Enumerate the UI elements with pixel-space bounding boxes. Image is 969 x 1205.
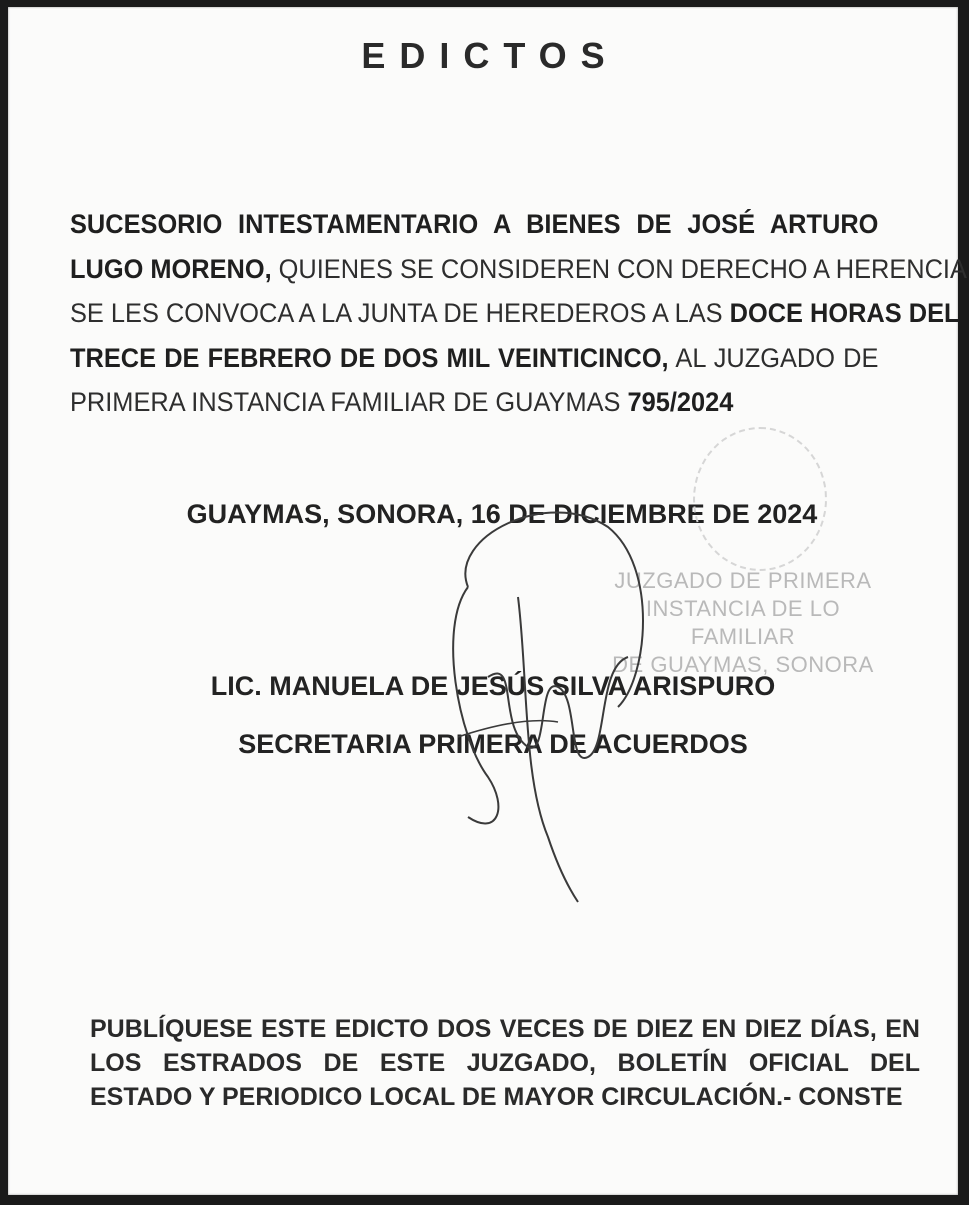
body-text-bold: TRECE DE FEBRERO DE DOS MIL VEINTICINCO, xyxy=(70,342,669,373)
body-text: SE LES CONVOCA A LA JUNTA DE HEREDEROS A LAS xyxy=(70,298,730,328)
body-line xyxy=(70,336,878,381)
publication-note xyxy=(90,1012,920,1114)
date-line: GUAYMAS, SONORA, 16 DE DICIEMBRE DE 2024 xyxy=(186,499,818,529)
body-text: PRIMERA INSTANCIA FAMILIAR DE GUAYMAS xyxy=(70,387,628,417)
publish-line: LOS ESTRADOS DE ESTE JUZGADO, BOLETÍN OFICIAL DEL xyxy=(90,1049,920,1077)
signer-role: SECRETARIA PRIMERA DE ACUERDOS xyxy=(238,729,748,759)
body-line xyxy=(70,380,878,425)
stamp-line: DE GUAYMAS, SONORA xyxy=(612,652,874,677)
handwritten-signature xyxy=(428,477,668,917)
document-title: EDICTOS xyxy=(361,35,619,76)
body-line xyxy=(70,291,960,336)
body-text-bold: DOCE HORAS DEL xyxy=(729,298,960,328)
stamp-line: INSTANCIA DE LO FAMILIAR xyxy=(645,596,841,649)
edict-body xyxy=(70,202,967,425)
seal-circle xyxy=(693,427,827,571)
publish-line: PUBLÍQUESE ESTE EDICTO DOS VECES DE DIEZ EN DIEZ DÍAS, EN xyxy=(90,1015,920,1043)
body-text: QUIENES SE CONSIDEREN CON DERECHO A HERENCIA xyxy=(271,253,967,284)
body-line xyxy=(70,202,878,247)
body-text: AL JUZGADO DE xyxy=(668,342,879,373)
signer-name: LIC. MANUELA DE JESÚS SILVA ARISPURO xyxy=(210,671,776,701)
body-text-bold: SUCESORIO INTESTAMENTARIO A BIENES DE JOSÉ ARTURO xyxy=(70,209,879,239)
case-number: 795/2024 xyxy=(627,387,734,417)
body-line xyxy=(70,247,967,292)
body-text-bold: LUGO MORENO, xyxy=(70,253,272,284)
stamp-line: JUZGADO DE PRIMERA xyxy=(614,568,872,593)
publish-line: ESTADO Y PERIODICO LOCAL DE MAYOR CIRCULACIÓN.- CONSTE xyxy=(90,1083,903,1111)
document-page xyxy=(8,7,967,1195)
